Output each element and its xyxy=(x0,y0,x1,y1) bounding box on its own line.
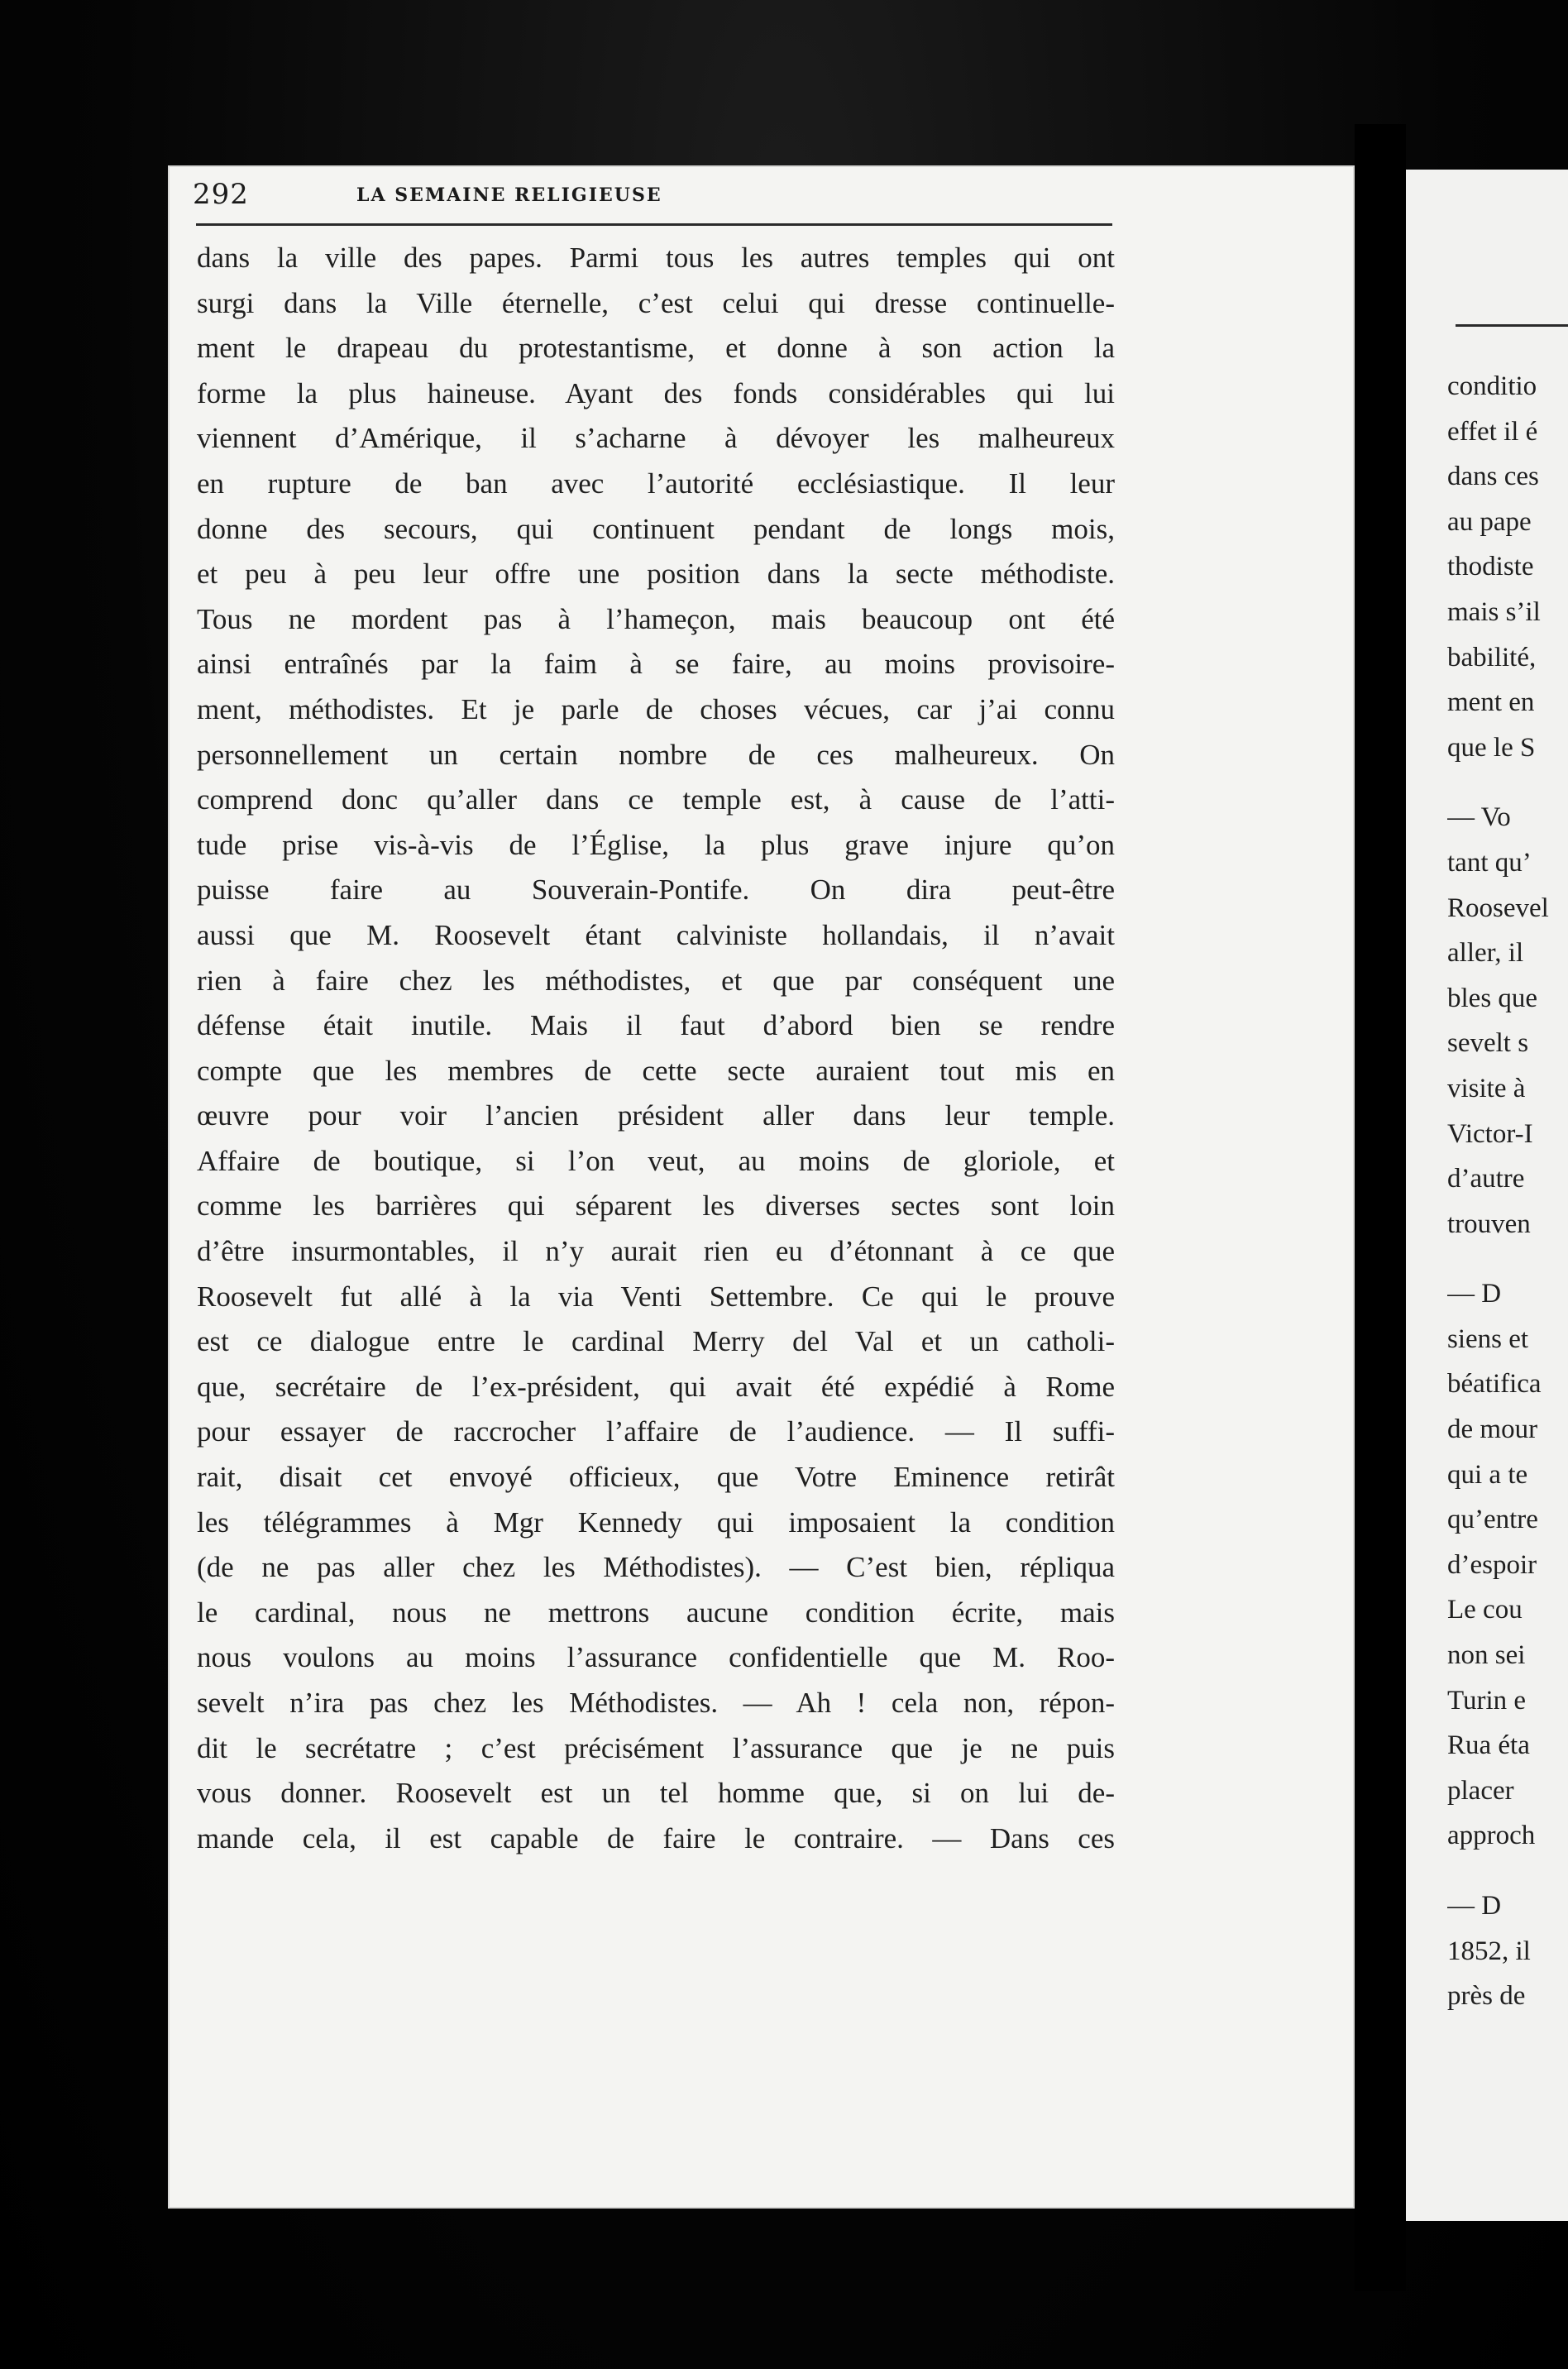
text-line: puisse faire au Souverain-Pontife. On dira peut-être xyxy=(197,873,1115,907)
text-line: dans la ville des papes. Parmi tous les autres temples qui ont xyxy=(197,242,1115,274)
book-gutter xyxy=(1355,124,1406,2291)
right-page-rule xyxy=(1456,324,1568,327)
text-line: œuvre pour voir l’ancien président aller dans leur temple. xyxy=(197,1099,1115,1132)
right-page-text xyxy=(1447,364,1568,2019)
text-line: d’être insurmontables, il n’y aurait rien eu d’étonnant à ce que xyxy=(197,1235,1115,1268)
right-text-line: bles que xyxy=(1447,983,1538,1013)
text-line: pour essayer de raccrocher l’affaire de l’audience. — Il suffi- xyxy=(197,1415,1115,1448)
body-text xyxy=(197,236,1115,1861)
page-number: 292 xyxy=(193,178,249,211)
text-line: Affaire de boutique, si l’on veut, au moins de gloriole, et xyxy=(197,1144,1115,1177)
text-line: viennent d’Amérique, il s’acharne à dévoyer les malheureux xyxy=(197,422,1115,455)
right-text-line: non sei xyxy=(1447,1640,1526,1671)
right-text-line: qui a te xyxy=(1447,1459,1528,1490)
text-line: tude prise vis-à-vis de l’Église, la plus grave injure qu’on xyxy=(197,828,1115,861)
text-line: les télégrammes à Mgr Kennedy qui imposaient la condition xyxy=(197,1505,1115,1539)
text-line: compte que les membres de cette secte auraient tout mis en xyxy=(197,1054,1115,1087)
text-line: comme les barrières qui séparent les diverses sectes sont loin xyxy=(197,1189,1115,1223)
text-line: mande cela, il est capable de faire le contraire. — Dans ces xyxy=(197,1821,1115,1855)
right-text-line: d’autre xyxy=(1447,1164,1525,1194)
right-text-line: Roosevel xyxy=(1447,893,1549,923)
right-text-line: que le S xyxy=(1447,732,1536,763)
right-text-line: mais s’il xyxy=(1447,596,1541,627)
text-line: en rupture de ban avec l’autorité ecclésiastique. Il leur xyxy=(197,467,1115,500)
right-text-line: tant qu’ xyxy=(1447,847,1532,878)
text-line: est ce dialogue entre le cardinal Merry del Val et un catholi- xyxy=(197,1325,1115,1358)
right-text-line: près de xyxy=(1447,1981,1526,2012)
text-line: ainsi entraînés par la faim à se faire, au moins provisoire- xyxy=(197,648,1115,681)
right-text-line: — D xyxy=(1447,1891,1502,1921)
text-line: personnellement un certain nombre de ces malheureux. On xyxy=(197,738,1115,771)
right-text-line: visite à xyxy=(1447,1073,1526,1103)
right-text-line: 1852, il xyxy=(1447,1936,1531,1966)
text-line: le cardinal, nous ne mettrons aucune condition écrite, mais xyxy=(197,1596,1115,1629)
text-line: que, secrétaire de l’ex-président, qui avait été expédié à Rome xyxy=(197,1370,1115,1403)
paragraph-gap xyxy=(1447,1859,1568,1883)
text-line: ment, méthodistes. Et je parle de choses vécues, car j’ai connu xyxy=(197,692,1115,725)
right-text-line: de mour xyxy=(1447,1414,1538,1445)
right-text-line: — D xyxy=(1447,1279,1502,1309)
right-text-line: aller, il xyxy=(1447,938,1524,969)
right-text-line: trouven xyxy=(1447,1208,1531,1239)
text-line: forme la plus haineuse. Ayant des fonds considérables qui lui xyxy=(197,376,1115,409)
right-text-line: d’espoir xyxy=(1447,1549,1537,1580)
right-text-line: béatifica xyxy=(1447,1369,1542,1400)
text-line: nous voulons au moins l’assurance confidentielle que M. Roo- xyxy=(197,1641,1115,1674)
text-line: vous donner. Roosevelt est un tel homme que, si on lui de- xyxy=(197,1777,1115,1810)
text-line: Tous ne mordent pas à l’hameçon, mais beaucoup ont été xyxy=(197,602,1115,635)
right-text-line: approch xyxy=(1447,1821,1536,1851)
right-text-line: ment en xyxy=(1447,687,1535,718)
right-text-line: Le cou xyxy=(1447,1595,1523,1625)
paragraph-gap xyxy=(1447,770,1568,795)
text-line: aussi que M. Roosevelt étant calviniste hollandais, il n’avait xyxy=(197,918,1115,951)
right-text-line: conditio xyxy=(1447,371,1537,401)
text-line: (de ne pas aller chez les Méthodistes). — C’est bien, répliqua xyxy=(197,1551,1115,1584)
right-text-line: effet il é xyxy=(1447,416,1538,447)
right-text-line: Victor-I xyxy=(1447,1118,1533,1149)
right-text-line: sevelt s xyxy=(1447,1028,1529,1059)
right-text-line: placer xyxy=(1447,1775,1514,1806)
right-text-line: Turin e xyxy=(1447,1685,1527,1716)
page-header xyxy=(193,178,1111,221)
right-text-line: dans ces xyxy=(1447,462,1539,492)
text-line: dit le secrétatre ; c’est précisément l’assurance que je ne puis xyxy=(197,1731,1115,1764)
right-text-line: qu’entre xyxy=(1447,1505,1538,1535)
right-text-line: au pape xyxy=(1447,506,1532,537)
right-text-line: Rua éta xyxy=(1447,1730,1530,1761)
right-text-line: thodiste xyxy=(1447,552,1534,582)
right-text-line: babilité, xyxy=(1447,642,1537,672)
paragraph-gap xyxy=(1447,1247,1568,1271)
text-line: surgi dans la Ville éternelle, c’est celui qui dresse continuelle- xyxy=(197,286,1115,319)
text-line: défense était inutile. Mais il faut d’abord bien se rendre xyxy=(197,1009,1115,1042)
text-line: ment le drapeau du protestantisme, et donne à son action la xyxy=(197,332,1115,365)
text-line: rien à faire chez les méthodistes, et que par conséquent une xyxy=(197,964,1115,997)
text-line: comprend donc qu’aller dans ce temple est, à cause de l’atti- xyxy=(197,783,1115,816)
text-line: sevelt n’ira pas chez les Méthodistes. — Ah ! cela non, répon- xyxy=(197,1687,1115,1719)
text-line: et peu à peu leur offre une position dans la secte méthodiste. xyxy=(197,558,1115,591)
text-line: Roosevelt fut allé à la via Venti Settembre. Ce qui le prouve xyxy=(197,1280,1115,1313)
running-title: LA SEMAINE RELIGIEUSE xyxy=(356,184,662,206)
text-line: rait, disait cet envoyé officieux, que Votre Eminence retirât xyxy=(197,1461,1115,1494)
header-rule xyxy=(196,223,1112,226)
right-text-line: — Vo xyxy=(1447,802,1511,833)
right-text-line: siens et xyxy=(1447,1323,1529,1354)
text-line: donne des secours, qui continuent pendant de longs mois, xyxy=(197,512,1115,545)
